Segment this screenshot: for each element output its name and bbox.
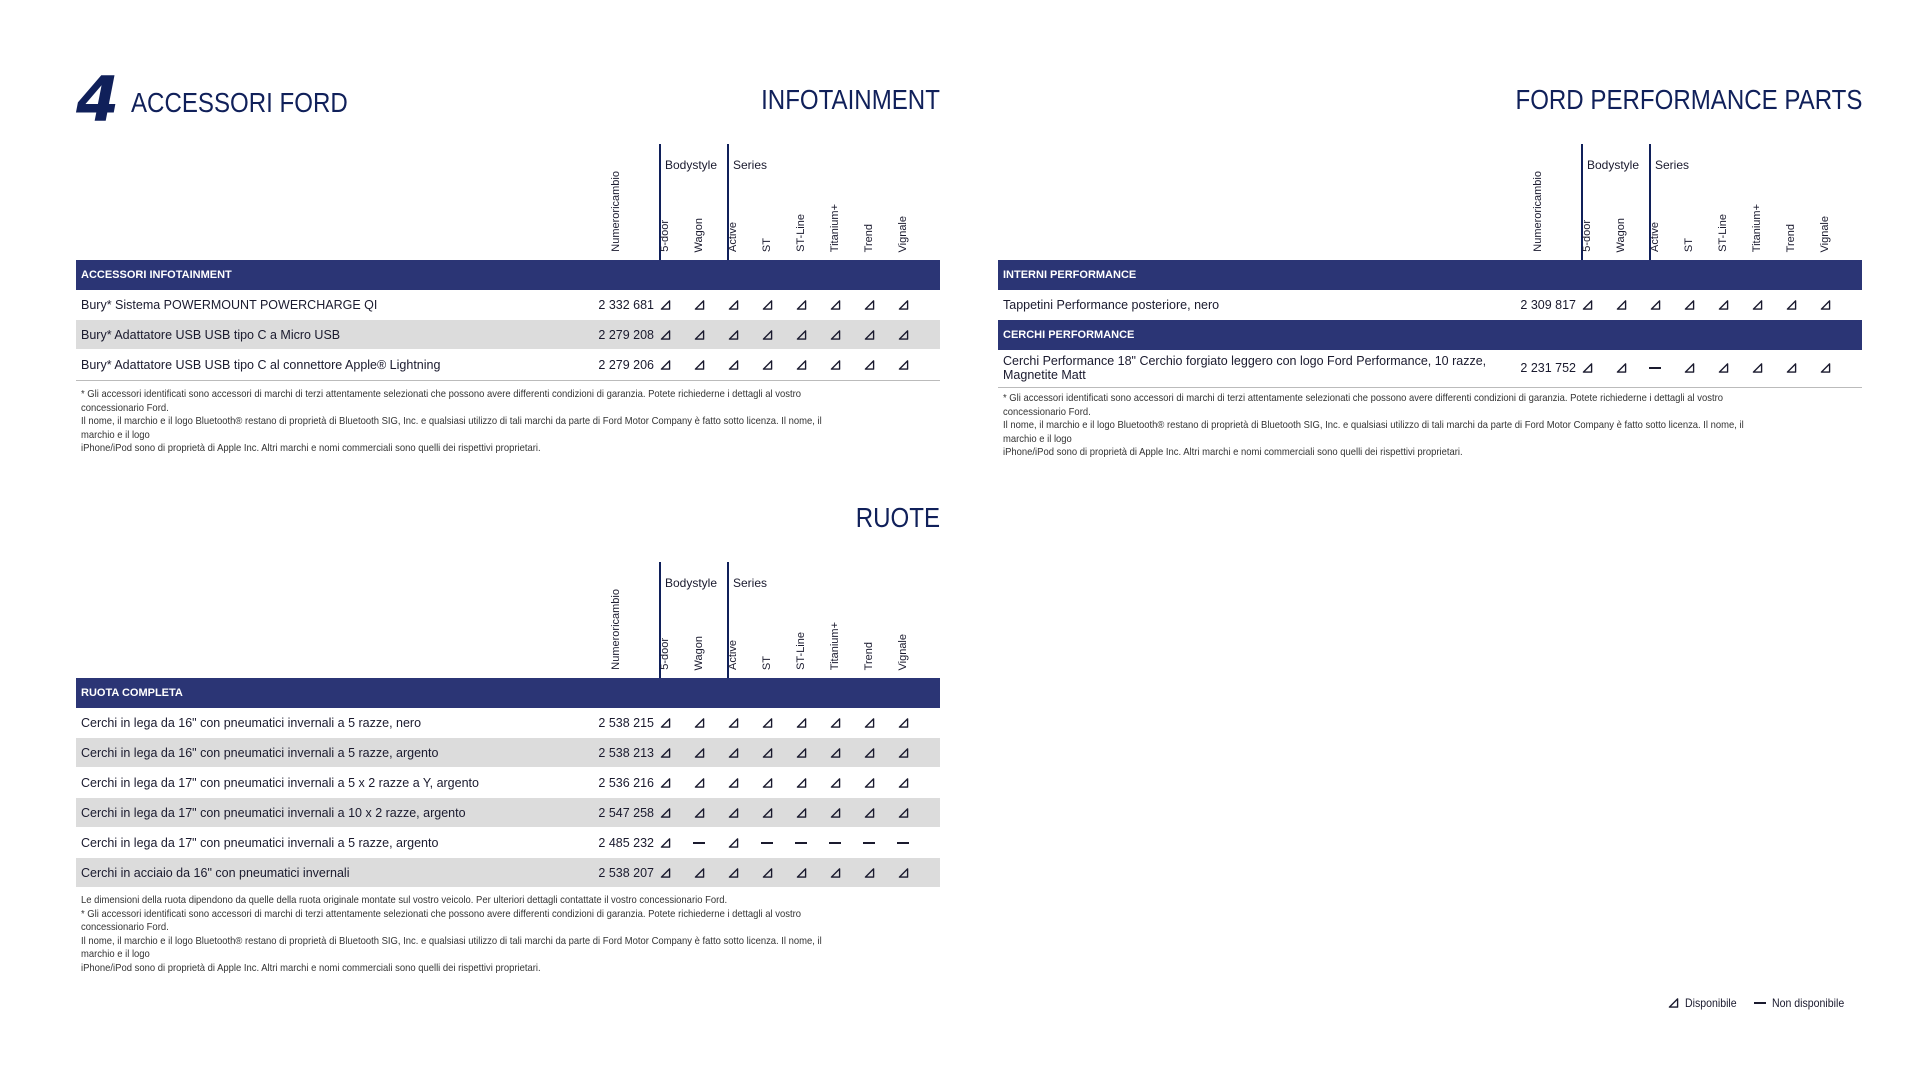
- header-wagon: Wagon: [693, 217, 705, 252]
- footnote-line: iPhone/iPod sono di proprietà di Apple Inc. Altri marchi e nomi commerciali sono quelli dei rispettivi proprietari.: [81, 442, 541, 454]
- available-icon: [1752, 363, 1763, 373]
- cell-available: [818, 320, 852, 350]
- header-part-number-line: Numero: [1532, 212, 1544, 252]
- available-icon: [796, 300, 807, 310]
- cell-available: [852, 738, 886, 768]
- available-icon: [1582, 363, 1593, 373]
- available-icon: [864, 778, 875, 788]
- available-icon: [762, 778, 773, 788]
- cell-available: [716, 320, 750, 350]
- available-icon: [660, 778, 671, 788]
- available-icon: [898, 868, 909, 878]
- header-5-door: 5-door: [659, 638, 671, 670]
- available-icon: [864, 300, 875, 310]
- chapter-number: 4: [76, 63, 118, 136]
- available-icon: [762, 718, 773, 728]
- available-icon: [1786, 300, 1797, 310]
- cell-available: [682, 798, 716, 828]
- available-icon: [660, 330, 671, 340]
- available-icon: [864, 748, 875, 758]
- footnote-line: * Gli accessori identificati sono accessori di marchi di terzi attentamente selezionati che possono avere differenti condizioni di garanzia. Potete richiederne i dettagli al vostro concessionario Ford.: [81, 388, 801, 414]
- cell-available: [750, 708, 784, 738]
- not-available-icon: [829, 842, 841, 844]
- cell-available: [750, 738, 784, 768]
- cell-available: [750, 320, 784, 350]
- item-description: Cerchi in lega da 16" con pneumatici invernali a 5 razze, nero: [81, 715, 422, 730]
- cell-available: [1740, 290, 1774, 320]
- cell-available: [818, 858, 852, 888]
- cell-available: [648, 828, 682, 858]
- available-icon: [728, 808, 739, 818]
- available-icon: [864, 868, 875, 878]
- cell-available: [1638, 290, 1672, 320]
- legend-available-label: Disponibile: [1685, 996, 1737, 1010]
- available-icon: [694, 868, 705, 878]
- available-icon: [1786, 363, 1797, 373]
- header-titanium-: Titanium+: [829, 621, 841, 670]
- cell-available: [750, 798, 784, 828]
- group-series: Series: [1655, 158, 1690, 172]
- cell-available: [784, 858, 818, 888]
- footnote-line: Il nome, il marchio e il logo Bluetooth® restano di proprietà di Bluetooth SIG, Inc. e qualsiasi utilizzo di tali marchi da parte di Ford Motor Company è fatto sotto licenza. Il nome, il marchio e il logo: [81, 934, 822, 960]
- header-wagon: Wagon: [1615, 217, 1627, 252]
- header-vignale: Vignale: [897, 215, 909, 252]
- category-band: ACCESSORI INFOTAINMENT: [76, 260, 940, 290]
- available-icon: [796, 808, 807, 818]
- cell-available: [1672, 290, 1706, 320]
- footnote-line: Il nome, il marchio e il logo Bluetooth® restano di proprietà di Bluetooth SIG, Inc. e qualsiasi utilizzo di tali marchi da parte di Ford Motor Company è fatto sotto licenza. Il nome, il marchio e il logo: [1003, 419, 1744, 445]
- column-header: [76, 144, 940, 256]
- section-ruote: [76, 502, 940, 974]
- header-st: ST: [1683, 237, 1695, 252]
- available-icon: [830, 868, 841, 878]
- cell-available: [818, 708, 852, 738]
- available-icon: [1820, 363, 1831, 373]
- header-part-number: [610, 171, 636, 252]
- table-row: [76, 320, 940, 350]
- available-icon: [660, 360, 671, 370]
- header-st: ST: [761, 655, 773, 670]
- cell-available: [784, 290, 818, 320]
- header-st: ST: [761, 237, 773, 252]
- available-icon: [898, 300, 909, 310]
- part-number: 2 231 752: [1520, 360, 1576, 375]
- group-series: Series: [733, 158, 768, 172]
- available-icon: [1616, 300, 1627, 310]
- header-active: Active: [727, 222, 739, 252]
- table-row: [76, 858, 940, 888]
- category-band: INTERNI PERFORMANCE: [998, 260, 1862, 290]
- group-series: Series: [733, 576, 768, 590]
- cell-not-available: [682, 828, 716, 858]
- part-number: 2 279 206: [598, 357, 654, 372]
- divider: [76, 380, 940, 381]
- part-number: 2 538 213: [598, 745, 654, 760]
- section-performance: [998, 84, 1862, 458]
- cell-not-available: [1638, 350, 1672, 386]
- available-icon: [864, 330, 875, 340]
- available-icon: [796, 330, 807, 340]
- available-icon: [830, 718, 841, 728]
- available-icon: [898, 748, 909, 758]
- cell-available: [1808, 290, 1842, 320]
- available-icon: [796, 868, 807, 878]
- chapter-title: ACCESSORI FORD: [131, 87, 348, 118]
- available-icon: [796, 748, 807, 758]
- cell-available: [648, 708, 682, 738]
- cell-available: [716, 290, 750, 320]
- cell-available: [716, 350, 750, 380]
- header-part-number-line: Numero: [610, 630, 622, 670]
- item-description: Cerchi in lega da 17" con pneumatici invernali a 10 x 2 razze, argento: [81, 805, 466, 820]
- cell-available: [852, 350, 886, 380]
- legend: [1668, 996, 1864, 1010]
- cell-available: [784, 708, 818, 738]
- available-icon: [898, 718, 909, 728]
- table-row: [76, 350, 940, 380]
- header-titanium-: Titanium+: [1751, 203, 1763, 252]
- item-description: Cerchi Performance 18" Cerchio forgiato leggero con logo Ford Performance, 10 razze, Magnetite Matt: [1003, 353, 1487, 382]
- available-icon: [1820, 300, 1831, 310]
- item-description: Cerchi in lega da 17" con pneumatici invernali a 5 razze, argento: [81, 835, 439, 850]
- available-icon: [694, 808, 705, 818]
- section-title: FORD PERFORMANCE PARTS: [1515, 84, 1862, 115]
- part-number: 2 309 817: [1520, 297, 1576, 312]
- cell-available: [716, 708, 750, 738]
- legend-available: [1668, 996, 1744, 1010]
- part-number: 2 538 207: [598, 865, 654, 880]
- cell-available: [886, 708, 920, 738]
- cell-available: [682, 708, 716, 738]
- available-icon: [762, 808, 773, 818]
- cell-available: [1570, 290, 1604, 320]
- available-icon: [728, 330, 739, 340]
- cell-available: [784, 768, 818, 798]
- cell-available: [852, 858, 886, 888]
- group-bodystyle: Bodystyle: [665, 576, 718, 590]
- available-icon: [830, 808, 841, 818]
- available-icon: [660, 838, 671, 848]
- cell-available: [784, 738, 818, 768]
- available-icon: [1752, 300, 1763, 310]
- header-part-number: [610, 589, 636, 670]
- table-row: [76, 738, 940, 768]
- cell-not-available: [852, 828, 886, 858]
- available-icon: [830, 330, 841, 340]
- cell-not-available: [818, 828, 852, 858]
- part-number: 2 332 681: [598, 297, 654, 312]
- available-icon: [1718, 363, 1729, 373]
- cell-available: [716, 828, 750, 858]
- header-active: Active: [727, 640, 739, 670]
- footnote-line: * Gli accessori identificati sono accessori di marchi di terzi attentamente selezionati che possono avere differenti condizioni di garanzia. Potete richiederne i dettagli al vostro concessionario Ford.: [81, 907, 801, 933]
- table-row: [76, 828, 940, 858]
- available-icon: [728, 360, 739, 370]
- cell-available: [852, 290, 886, 320]
- cell-available: [818, 350, 852, 380]
- not-available-icon: [795, 842, 807, 844]
- available-icon: [796, 718, 807, 728]
- header-titanium-: Titanium+: [829, 203, 841, 252]
- available-icon: [1650, 300, 1661, 310]
- cell-available: [1604, 350, 1638, 386]
- cell-available: [648, 858, 682, 888]
- cell-available: [750, 350, 784, 380]
- available-icon: [1582, 300, 1593, 310]
- available-icon: [728, 718, 739, 728]
- cell-available: [818, 798, 852, 828]
- cell-available: [1774, 290, 1808, 320]
- cell-available: [648, 798, 682, 828]
- not-available-icon: [863, 842, 875, 844]
- not-available-icon: [761, 842, 773, 844]
- available-icon: [762, 360, 773, 370]
- available-icon: [694, 300, 705, 310]
- table-row: [76, 798, 940, 828]
- table-row: [998, 350, 1862, 386]
- header-vignale: Vignale: [897, 633, 909, 670]
- cell-available: [648, 320, 682, 350]
- available-icon: [660, 808, 671, 818]
- cell-available: [1740, 350, 1774, 386]
- available-icon: [1668, 998, 1679, 1008]
- header-part-number-line: ricambio: [610, 589, 622, 631]
- header-5-door: 5-door: [659, 220, 671, 252]
- cell-available: [852, 768, 886, 798]
- item-description: Bury* Adattatore USB USB tipo C al connettore Apple® Lightning: [81, 357, 441, 372]
- header-part-number-line: ricambio: [610, 171, 622, 213]
- cell-available: [716, 798, 750, 828]
- item-description: Tappetini Performance posteriore, nero: [1003, 297, 1220, 312]
- header-part-number: [1532, 171, 1558, 252]
- cell-available: [1706, 350, 1740, 386]
- not-available-icon: [1754, 1002, 1766, 1004]
- available-icon: [864, 718, 875, 728]
- available-icon: [830, 778, 841, 788]
- cell-available: [1604, 290, 1638, 320]
- cell-available: [682, 738, 716, 768]
- cell-available: [818, 738, 852, 768]
- category-band: RUOTA COMPLETA: [76, 678, 940, 708]
- item-description: Cerchi in lega da 17" con pneumatici invernali a 5 x 2 razze a Y, argento: [81, 775, 479, 790]
- category-band: CERCHI PERFORMANCE: [998, 320, 1862, 350]
- available-icon: [694, 330, 705, 340]
- available-icon: [830, 360, 841, 370]
- footnote-line: Il nome, il marchio e il logo Bluetooth® restano di proprietà di Bluetooth SIG, Inc. e qualsiasi utilizzo di tali marchi da parte di Ford Motor Company è fatto sotto licenza. Il nome, il marchio e il logo: [81, 415, 822, 441]
- column-header: [76, 562, 940, 674]
- available-icon: [864, 808, 875, 818]
- available-icon: [762, 300, 773, 310]
- footnote: [81, 388, 855, 456]
- part-number: 2 538 215: [598, 715, 654, 730]
- cell-available: [886, 320, 920, 350]
- cell-available: [648, 290, 682, 320]
- cell-available: [750, 290, 784, 320]
- available-icon: [864, 360, 875, 370]
- section-title: INFOTAINMENT: [761, 84, 940, 115]
- item-description: Bury* Sistema POWERMOUNT POWERCHARGE QI: [81, 297, 378, 312]
- available-icon: [728, 300, 739, 310]
- available-icon: [796, 360, 807, 370]
- header-part-number-line: Numero: [610, 212, 622, 252]
- available-icon: [1616, 363, 1627, 373]
- cell-available: [648, 768, 682, 798]
- item-description: Bury* Adattatore USB USB tipo C a Micro USB: [81, 327, 341, 342]
- cell-available: [1706, 290, 1740, 320]
- part-number: 2 485 232: [598, 835, 654, 850]
- header-part-number-line: ricambio: [1532, 171, 1544, 213]
- cell-not-available: [886, 828, 920, 858]
- cell-available: [682, 320, 716, 350]
- header-trend: Trend: [863, 641, 875, 670]
- available-icon: [694, 360, 705, 370]
- not-available-icon: [693, 842, 705, 844]
- footnote: [1003, 392, 1777, 460]
- header-wagon: Wagon: [693, 635, 705, 670]
- cell-not-available: [784, 828, 818, 858]
- column-header: [998, 144, 1862, 256]
- available-icon: [898, 778, 909, 788]
- section-title: RUOTE: [855, 502, 940, 533]
- footnote-line: Le dimensioni della ruota dipendono da quelle della ruota originale montate sul vostro veicolo. Per ulteriori dettagli contattate il vostro concessionario Ford.: [81, 894, 728, 906]
- group-bodystyle: Bodystyle: [1587, 158, 1640, 172]
- available-icon: [694, 718, 705, 728]
- available-icon: [728, 868, 739, 878]
- available-icon: [660, 718, 671, 728]
- cell-available: [1774, 350, 1808, 386]
- cell-not-available: [750, 828, 784, 858]
- cell-available: [682, 290, 716, 320]
- header-vignale: Vignale: [1819, 215, 1831, 252]
- item-description: Cerchi in acciaio da 16" con pneumatici invernali: [81, 865, 350, 880]
- table-row: [998, 290, 1862, 320]
- legend-not-available: [1754, 996, 1854, 1010]
- cell-available: [1672, 350, 1706, 386]
- not-available-icon: [897, 842, 909, 844]
- item-description: Cerchi in lega da 16" con pneumatici invernali a 5 razze, argento: [81, 745, 439, 760]
- available-icon: [1684, 300, 1695, 310]
- header-trend: Trend: [863, 223, 875, 252]
- footnote-line: iPhone/iPod sono di proprietà di Apple Inc. Altri marchi e nomi commerciali sono quelli dei rispettivi proprietari.: [1003, 446, 1463, 458]
- part-number: 2 536 216: [598, 775, 654, 790]
- cell-available: [682, 768, 716, 798]
- available-icon: [830, 748, 841, 758]
- available-icon: [660, 300, 671, 310]
- header-active: Active: [1649, 222, 1661, 252]
- header-trend: Trend: [1785, 223, 1797, 252]
- group-bodystyle: Bodystyle: [665, 158, 718, 172]
- cell-available: [648, 350, 682, 380]
- section-infotainment: [76, 84, 940, 454]
- available-icon: [898, 330, 909, 340]
- cell-available: [818, 290, 852, 320]
- available-icon: [694, 778, 705, 788]
- cell-available: [886, 350, 920, 380]
- cell-available: [716, 858, 750, 888]
- available-icon: [728, 838, 739, 848]
- available-icon: [830, 300, 841, 310]
- available-icon: [898, 360, 909, 370]
- header-st-line: ST-Line: [795, 214, 807, 252]
- available-icon: [1718, 300, 1729, 310]
- part-number: 2 279 208: [598, 327, 654, 342]
- available-icon: [762, 868, 773, 878]
- available-icon: [728, 748, 739, 758]
- cell-available: [716, 738, 750, 768]
- legend-not-available-label: Non disponibile: [1771, 996, 1844, 1010]
- cell-available: [784, 320, 818, 350]
- part-number: 2 547 258: [598, 805, 654, 820]
- cell-available: [784, 350, 818, 380]
- divider: [998, 387, 1862, 388]
- table-row: [76, 290, 940, 320]
- cell-available: [1808, 350, 1842, 386]
- available-icon: [660, 748, 671, 758]
- cell-available: [886, 768, 920, 798]
- cell-available: [852, 798, 886, 828]
- footnote-line: iPhone/iPod sono di proprietà di Apple Inc. Altri marchi e nomi commerciali sono quelli dei rispettivi proprietari.: [81, 961, 541, 974]
- header-st-line: ST-Line: [1717, 214, 1729, 252]
- available-icon: [762, 330, 773, 340]
- footnote-line: * Gli accessori identificati sono accessori di marchi di terzi attentamente selezionati che possono avere differenti condizioni di garanzia. Potete richiederne i dettagli al vostro concessionario Ford.: [1003, 392, 1723, 418]
- available-icon: [1684, 363, 1695, 373]
- footnote: [81, 894, 855, 975]
- cell-available: [682, 350, 716, 380]
- cell-available: [852, 708, 886, 738]
- cell-available: [886, 290, 920, 320]
- header-5-door: 5-door: [1581, 220, 1593, 252]
- cell-available: [886, 858, 920, 888]
- cell-available: [886, 738, 920, 768]
- cell-available: [750, 768, 784, 798]
- available-icon: [762, 748, 773, 758]
- cell-available: [750, 858, 784, 888]
- cell-available: [852, 320, 886, 350]
- cell-available: [818, 768, 852, 798]
- available-icon: [796, 778, 807, 788]
- available-icon: [660, 868, 671, 878]
- cell-available: [682, 858, 716, 888]
- table-row: [76, 768, 940, 798]
- header-st-line: ST-Line: [795, 632, 807, 670]
- available-icon: [728, 778, 739, 788]
- cell-available: [648, 738, 682, 768]
- available-icon: [694, 748, 705, 758]
- not-available-icon: [1649, 367, 1661, 369]
- cell-available: [1570, 350, 1604, 386]
- available-icon: [898, 808, 909, 818]
- cell-available: [886, 798, 920, 828]
- table-row: [76, 708, 940, 738]
- cell-available: [716, 768, 750, 798]
- cell-available: [784, 798, 818, 828]
